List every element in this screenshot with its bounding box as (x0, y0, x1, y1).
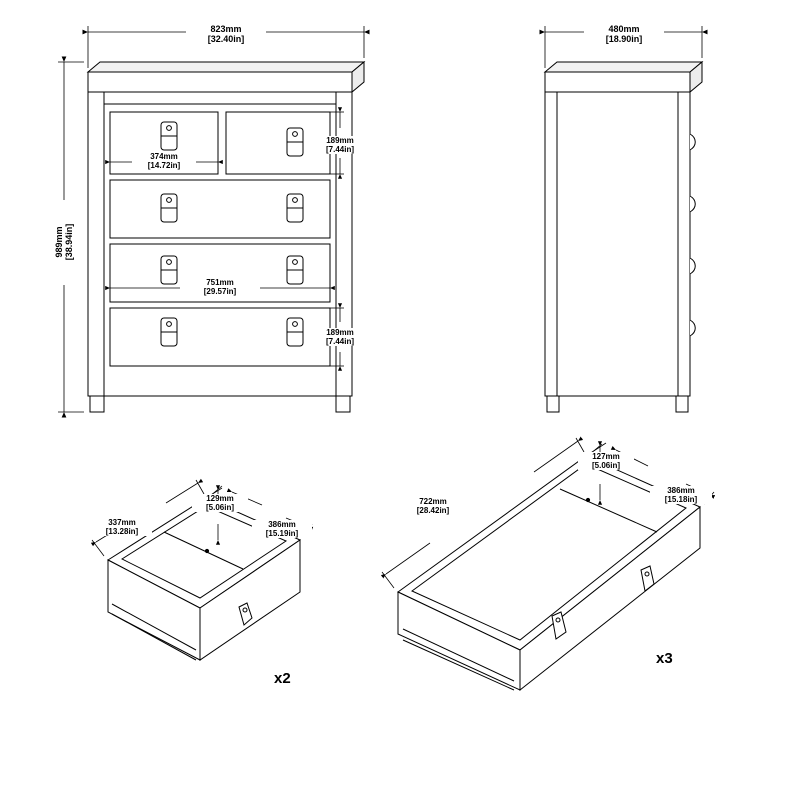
side-depth-inch: [18.90in] (584, 34, 664, 44)
small-drawer-depth-mm: 386mm (252, 520, 312, 529)
large-drawer-depth-mm: 386mm (650, 486, 712, 495)
small-drawer-depth-label (252, 520, 312, 538)
front-small-drawer-width-mm: 374mm (132, 152, 196, 161)
front-small-drawer-height-mm: 189mm (312, 136, 368, 145)
large-drawer-quantity: x3 (656, 650, 673, 667)
small-drawer-depth-inch: [15.19in] (252, 529, 312, 538)
front-overall-width-label (186, 24, 266, 44)
large-drawer-width-label (402, 497, 464, 515)
front-overall-width-inch: [32.40in] (186, 34, 266, 44)
side-elevation-outline (545, 62, 702, 412)
large-drawer-width-inch: [28.42in] (402, 506, 464, 515)
front-small-drawer-width-label (132, 152, 196, 170)
small-drawer-height-label (192, 494, 248, 512)
large-drawer-height-inch: [5.06in] (578, 461, 634, 470)
front-wide-drawer-width-label (188, 278, 252, 296)
small-drawer-height-mm: 129mm (192, 494, 248, 503)
small-drawer-quantity: x2 (274, 670, 291, 687)
side-handles (690, 134, 695, 336)
small-drawer-width-mm: 337mm (92, 518, 152, 527)
front-overall-height-mm: 989mm (54, 200, 64, 284)
side-depth-mm: 480mm (584, 24, 664, 34)
front-wide-drawer-width-mm: 751mm (188, 278, 252, 287)
small-drawer-width-inch: [13.28in] (92, 527, 152, 536)
front-small-drawer-height-inch: [7.44in] (312, 145, 368, 154)
front-small-drawer-height-label (312, 136, 368, 154)
front-wide-drawer-width-inch: [29.57in] (188, 287, 252, 296)
large-drawer-depth-inch: [15.18in] (650, 495, 712, 504)
front-wide-drawer-height-inch: [7.44in] (312, 337, 368, 346)
small-drawer-height-inch: [5.06in] (192, 503, 248, 512)
small-drawer-width-label (92, 518, 152, 536)
front-wide-drawer-height-mm: 189mm (312, 328, 368, 337)
front-overall-width-mm: 823mm (186, 24, 266, 34)
front-wide-drawer-height-label (312, 328, 368, 346)
side-depth-label (584, 24, 664, 44)
large-drawer-height-mm: 127mm (578, 452, 634, 461)
front-overall-height-inch: [38.94in] (64, 200, 74, 284)
large-drawer-height-label (578, 452, 634, 470)
front-small-drawer-width-inch: [14.72in] (132, 161, 196, 170)
large-drawer-depth-label (650, 486, 712, 504)
front-overall-height-label (54, 200, 74, 284)
large-drawer-width-mm: 722mm (402, 497, 464, 506)
